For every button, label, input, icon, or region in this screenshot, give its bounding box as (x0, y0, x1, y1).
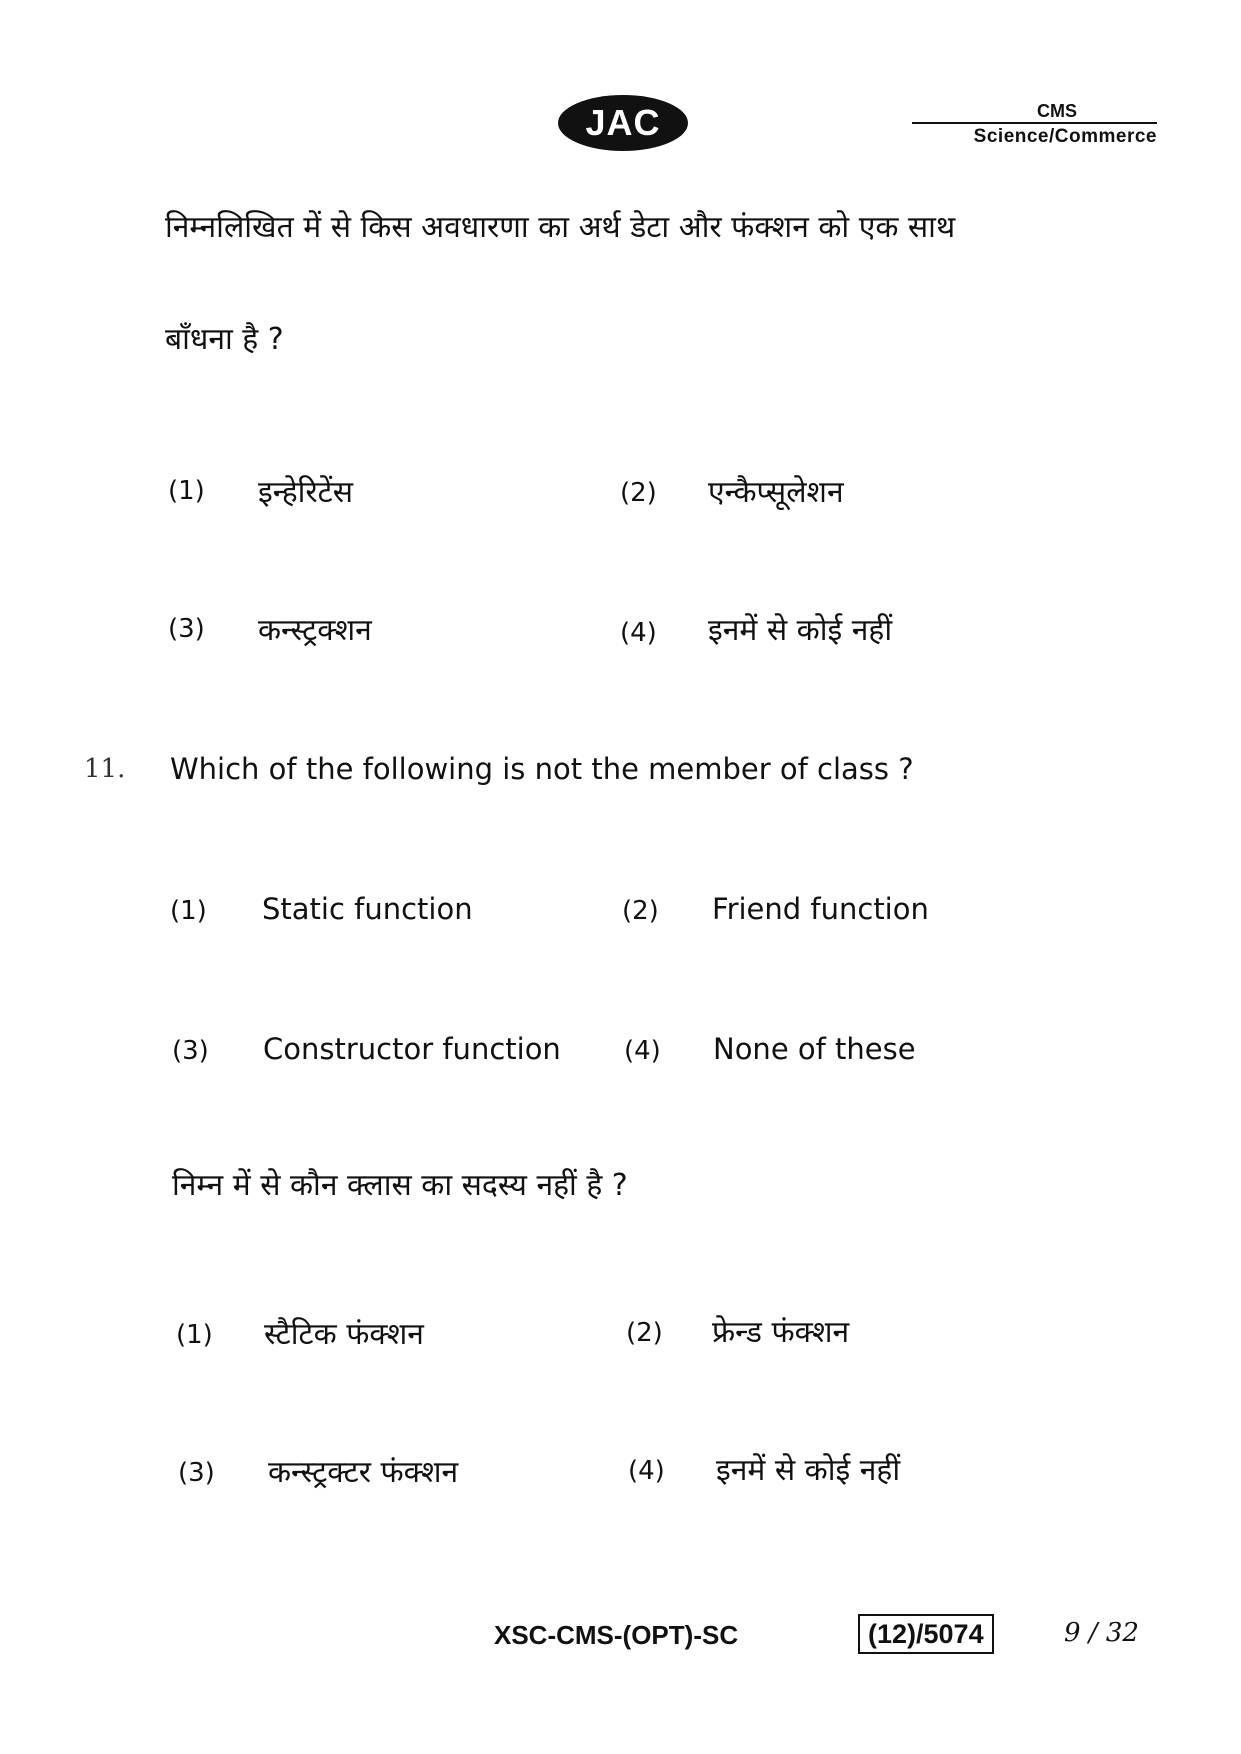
hindi-q10-opt2-num: (2) (620, 478, 657, 508)
q11-opt1-text: Static function (262, 892, 473, 926)
paper-code: XSC-CMS-(OPT)-SC (494, 1620, 739, 1650)
q11-opt3-num: (3) (172, 1036, 209, 1066)
q11-opt3-text: Constructor function (263, 1032, 561, 1066)
hindi-q11-opt4-num: (4) (628, 1456, 665, 1486)
hindi-q11-opt4-text: इनमें से कोई नहीं (716, 1453, 901, 1488)
hindi-q11-opt1-num: (1) (176, 1320, 213, 1350)
code-top: CMS (912, 100, 1157, 124)
q11-opt2-num: (2) (622, 896, 659, 926)
q11-opt2-text: Friend function (712, 892, 929, 926)
hindi-q10-opt2-text: एन्कैप्सूलेशन (708, 475, 844, 510)
hindi-q10-opt4-text: इनमें से कोई नहीं (708, 613, 893, 648)
hindi-q10-opt4-num: (4) (620, 618, 657, 648)
hindi-q11-opt2-num: (2) (626, 1318, 663, 1348)
hindi-q11-opt2-text: फ्रेन्ड फंक्शन (712, 1315, 850, 1350)
logo-text: JAC (585, 102, 661, 143)
q11-opt1-num: (1) (170, 896, 207, 926)
hindi-q10-opt1-text: इन्हेरिटेंस (258, 475, 354, 510)
q11-number: 11. (84, 754, 126, 784)
hindi-q11-opt1-text: स्टैटिक फंक्शन (264, 1317, 424, 1352)
paper-stream-code (912, 100, 1157, 150)
page-number: 9 / 32 (1064, 1618, 1139, 1648)
hindi-q11-opt3-text: कन्स्ट्रक्टर फंक्शन (268, 1455, 459, 1490)
q11-opt4-text: None of these (713, 1032, 916, 1066)
jac-logo (558, 95, 688, 151)
hindi-q11-opt3-num: (3) (178, 1458, 215, 1488)
hindi-q10-opt3-num: (3) (168, 614, 205, 644)
hindi-q10-opt3-text: कन्स्ट्रक्शन (258, 613, 372, 648)
q11-text: Which of the following is not the member of class ? (170, 752, 914, 786)
hindi-q10-line2: बाँधना है ? (165, 322, 284, 357)
hindi-q10-line1: निम्नलिखित में से किस अवधारणा का अर्थ डेटा और फंक्शन को एक साथ (165, 210, 956, 245)
code-bottom: Science/Commerce (973, 126, 1157, 147)
q11-opt4-num: (4) (624, 1036, 661, 1066)
hindi-q10-opt1-num: (1) (168, 476, 205, 506)
hindi-q11-text: निम्न में से कौन क्लास का सदस्य नहीं है ? (172, 1168, 628, 1203)
booklet-code-box: (12)/5074 (858, 1614, 994, 1654)
